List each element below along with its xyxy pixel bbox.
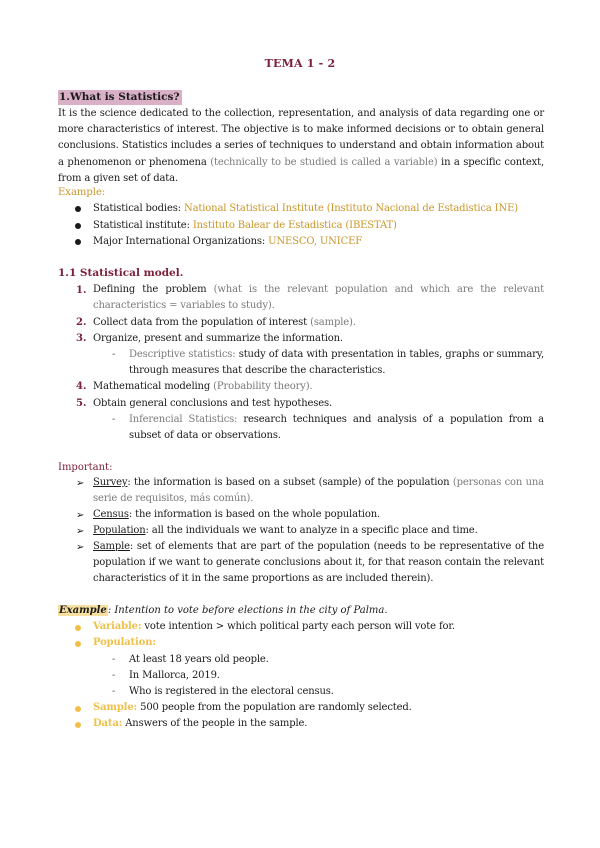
- dash-marker: -: [112, 654, 116, 665]
- population-item: Who is registered in the electoral census.: [129, 686, 334, 697]
- arrow-icon: ➢: [76, 542, 85, 553]
- dash-marker: -: [112, 349, 116, 360]
- bullet-dot: [75, 206, 81, 212]
- step-text: Obtain general conclusions and test hypotheses.: [93, 398, 333, 409]
- arrow-icon: ➢: [76, 526, 85, 537]
- definition-note: (technically to be studied is called a variable): [210, 156, 438, 168]
- dash-marker: -: [112, 686, 116, 697]
- section-heading-what-is-statistics: 1.What is Statistics?: [59, 91, 180, 103]
- step-number: 3.: [76, 333, 87, 344]
- step-text: Mathematical modeling (Probability theory).: [93, 381, 313, 392]
- population-item: At least 18 years old people.: [129, 654, 269, 665]
- dash-marker: -: [112, 670, 116, 681]
- important-item-sample: Sample: set of elements that are part of the population (needs to be representative of the population if we want to generate conclusions about it, for that reason contain the relevant characteristics of it in the same proportions as are included therein).: [93, 541, 544, 585]
- important-item-census: Census: the information is based on the whole population.: [93, 509, 381, 520]
- sub-item-inferential: Inferencial Statistics: research techniques and analysis of a population from a subset of data or observations.: [129, 414, 544, 442]
- step-number: 5.: [76, 398, 87, 409]
- example-label: Example:: [58, 187, 106, 198]
- example-item: Statistical institute: Instituto Balear de Estadistica (IBESTAT): [93, 220, 397, 231]
- bullet-dot: [75, 706, 81, 712]
- example-item: Major International Organizations: UNESCO, UNICEF: [93, 236, 363, 247]
- population-item: In Mallorca, 2019.: [129, 670, 220, 681]
- step-text: Collect data from the population of interest (sample).: [93, 317, 356, 328]
- definition-text-end: in a specific context, from a given set of data.: [58, 156, 545, 184]
- example-population: Population:: [93, 637, 156, 648]
- example-data: Data: Answers of the people in the sample.: [93, 718, 308, 729]
- step-number: 4.: [76, 381, 87, 392]
- page-title: TEMA 1 - 2: [264, 57, 336, 70]
- step-text: Organize, present and summarize the information.: [93, 333, 343, 344]
- bullet-dot: [75, 223, 81, 229]
- definition-paragraph: [58, 106, 544, 187]
- definition-text: It is the science dedicated to the collection, representation, and analysis of data regarding one or more characteristics of interest. The objective is to make informed decisions or to obtain general conclusions. Statistics includes a series of techniques to understand and obtain information about a phenomenon or phenomena: [58, 108, 544, 168]
- important-item-survey: Survey: the information is based on a subset (sample) of the population (personas con una serie de requisitos, más común).: [93, 477, 544, 505]
- important-item-population: Population: all the individuals we want to analyze in a specific place and time.: [93, 525, 478, 536]
- sub-item-descriptive: Descriptive statistics: study of data with presentation in tables, graphs or summary, through measures that describe the characteristics.: [129, 349, 544, 377]
- step-number: 1.: [76, 285, 87, 296]
- example-variable: Variable: vote intention > which political party each person will vote for.: [93, 621, 455, 632]
- example-heading: Example: Intention to vote before elections in the city of Palma.: [59, 605, 388, 616]
- arrow-icon: ➢: [76, 510, 85, 521]
- step-number: 2.: [76, 317, 87, 328]
- bullet-dot: [75, 722, 81, 728]
- dash-marker: -: [112, 414, 116, 425]
- bullet-dot: [75, 239, 81, 245]
- important-label: Important:: [58, 462, 113, 473]
- section-heading-statistical-model: 1.1 Statistical model.: [58, 267, 184, 279]
- bullet-dot: [75, 625, 81, 631]
- bullet-dot: [75, 641, 81, 647]
- example-item: Statistical bodies: National Statistical Institute (Instituto Nacional de Estadistica INE): [93, 203, 518, 214]
- example-sample: Sample: 500 people from the population are randomly selected.: [93, 702, 412, 713]
- step-text: Defining the problem (what is the relevant population and which are the relevant characteristics = variables to study).: [93, 284, 544, 312]
- arrow-icon: ➢: [76, 478, 85, 489]
